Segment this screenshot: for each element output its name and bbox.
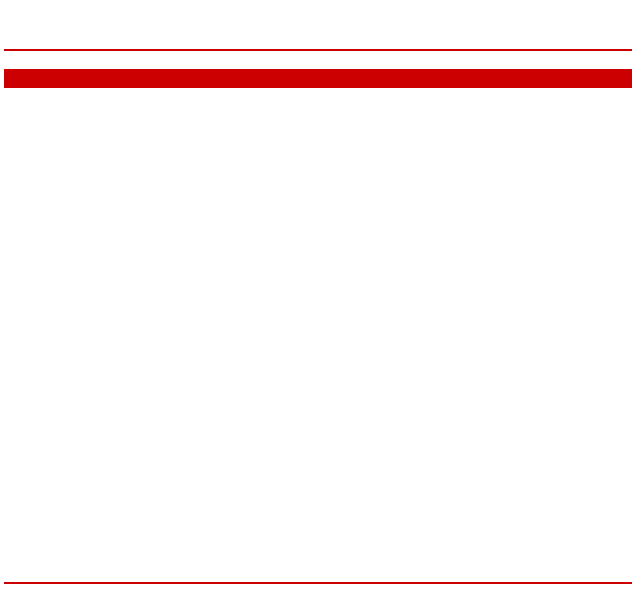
table-header — [4, 69, 632, 88]
bottom-divider — [4, 582, 632, 584]
top-divider — [4, 49, 632, 51]
top-strip — [0, 0, 636, 5]
